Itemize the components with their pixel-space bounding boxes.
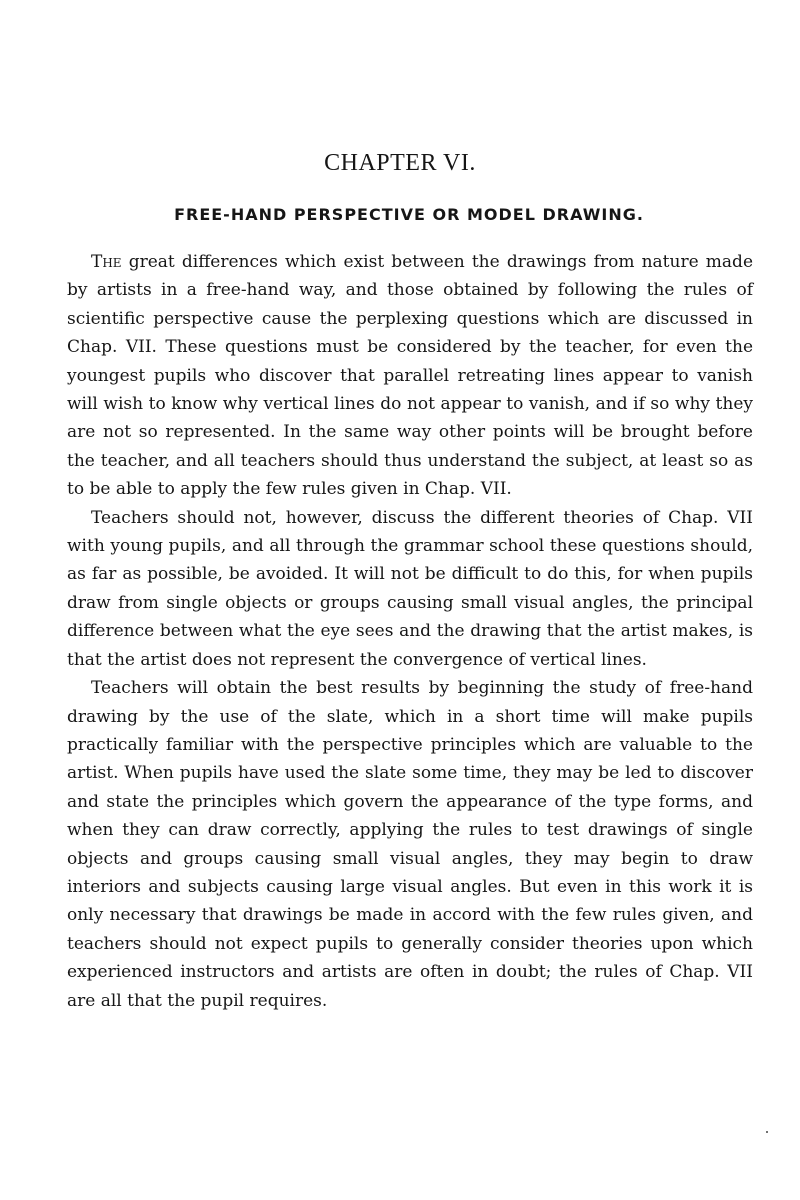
paragraph-3: Teachers will obtain the best results by beginning the study of free-hand drawing by the use of the slate, which in a short time will make pupils practically familiar with the perspective principles which are valuable to the artist. When pupils have used the slate some time, they may be led to discover and state the principles which govern the appearance of the type forms, and when they can draw correctly, applying the rules to test drawings of single objects and groups causing small visual angles, they may begin to draw interiors and subjects causing large visual angles. But even in this work it is only necessary that drawings be made in accord with the few rules given, and teachers should not expect pupils to generally consider theories upon which experienced instructors and artists are often in doubt; the rules of Chap. VII are all that the pupil requires. <box>67 678 753 1011</box>
paragraph-2: Teachers should not, however, discuss the different theories of Chap. VII with young pupils, and all through the grammar school these questions should, as far as possible, be avoided. It will not be difficult to do this, for when pupils draw from single objects or groups causing small visual angles, the principal difference between what the eye sees and the drawing that the artist makes, is that the artist does not represent the convergence of vertical lines. <box>67 507 753 670</box>
section-title: FREE-HAND PERSPECTIVE OR MODEL DRAWING. <box>174 205 644 224</box>
body-text <box>67 248 753 1015</box>
print-speck <box>766 1131 768 1133</box>
paragraph-1 <box>67 248 753 504</box>
chapter-title: CHAPTER VI. <box>324 150 476 176</box>
paragraph-lead-word: The <box>91 252 122 272</box>
paragraph-1-text: great differences which exist between the drawings from nature made by artists in a free-hand way, and those obtained by following the rules of scientific perspective cause the perplexing questions which are discussed in Chap. VII. These questions must be considered by the teacher, for even the youngest pupils who discover that parallel retreating lines appear to vanish will wish to know why vertical lines do not appear to vanish, and if so why they are not so represented. In the same way other points will be brought before the teacher, and all teachers should thus understand the subject, at least so as to be able to apply the few rules given in Chap. VII. <box>67 252 753 500</box>
